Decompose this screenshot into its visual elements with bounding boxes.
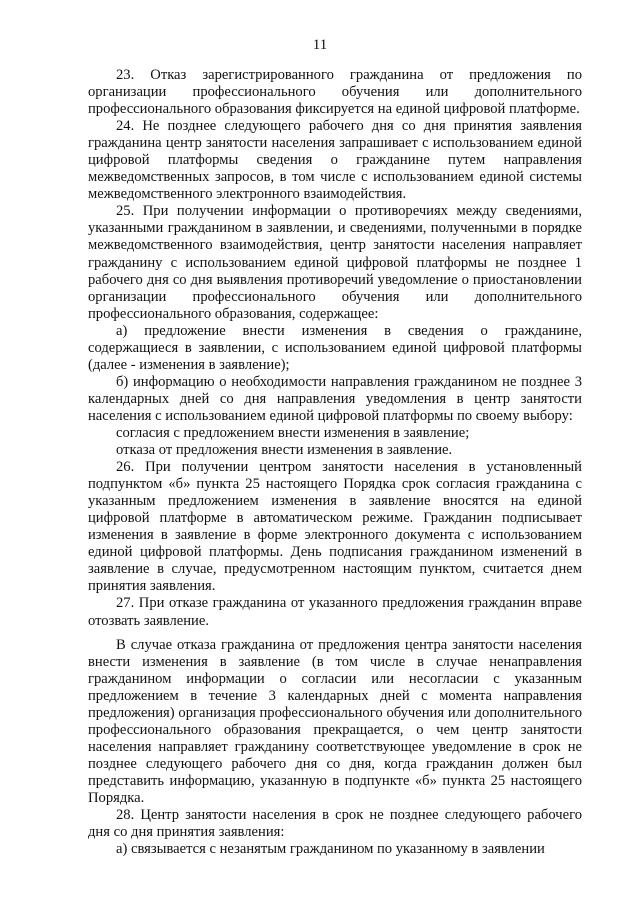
paragraph-25-b-option-1: согласия с предложением внести изменения в заявление; (116, 424, 470, 441)
paragraph-28: 28. Центр занятости населения в срок не позднее следующего рабочего дня со дня принятия заявления: (88, 807, 582, 841)
document-body (88, 67, 582, 858)
paragraph-26: 26. При получении центром занятости населения в установленный подпунктом «б» пункта 25 настоящего Порядка срок согласия гражданина с указанным предложением изменения в заявление вносятся на единой цифровой платформе в автоматическом режиме. Гражданин подписывает изменения в заявление в форме электронного документа с использованием единой цифровой платформы. День подписания гражданином изменений в заявление в случае, предусмотренном настоящим пунктом, считается днем принятия заявления. (88, 459, 582, 595)
paragraph-27-refusal: В случае отказа гражданина от предложения центра занятости населения внести изменения в заявление (в том числе в случае ненаправления гражданином информации о согласии или несогласии с указанным предложением в течение 3 календарных дней с момента направления предложения) организация профессионального обучения или дополнительного профессионального образования прекращается, о чем центр занятости населения направляет гражданину соответствующее уведомление в срок не позднее следующего рабочего дня со дня, когда гражданин должен был представить информацию, указанную в подпункте «б» пункта 25 настоящего Порядка. (88, 636, 582, 806)
paragraph-27: 27. При отказе гражданина от указанного предложения гражданин вправе отозвать заявление. (88, 595, 582, 629)
paragraph-24: 24. Не позднее следующего рабочего дня со дня принятия заявления гражданина центр занятости населения запрашивает с использованием единой цифровой платформы сведения о гражданине путем направления межведомственных запросов, в том числе с использованием единой системы межведомственного электронного взаимодействия. (88, 118, 582, 203)
paragraph-23: 23. Отказ зарегистрированного гражданина от предложения по организации профессионального обучения или дополнительного профессионального образования фиксируется на единой цифровой платформе. (88, 67, 582, 118)
paragraph-28-a: а) связывается с незанятым гражданином по указанному в заявлении (116, 841, 545, 858)
paragraph-25: 25. При получении информации о противоречиях между сведениями, указанными гражданином в заявлении, и сведениями, полученными в порядке межведомственного взаимодействия, центр занятости населения направляет гражданину с использованием единой цифровой платформы не позднее 1 рабочего дня со дня выявления противоречий уведомление о приостановлении организации профессионального обучения или дополнительного профессионального образования, содержащее: (88, 203, 582, 322)
paragraph-25-b: б) информацию о необходимости направления гражданином не позднее 3 календарных дней со дня направления уведомления в центр занятости населения с использованием единой цифровой платформы по своему выбору: (88, 373, 582, 424)
page-number: 11 (312, 37, 328, 53)
paragraph-25-b-option-2: отказа от предложения внести изменения в заявление. (116, 442, 453, 459)
paragraph-25-a: а) предложение внести изменения в сведения о гражданине, содержащиеся в заявлении, с использованием единой цифровой платформы (далее - изменения в заявление); (88, 322, 582, 373)
